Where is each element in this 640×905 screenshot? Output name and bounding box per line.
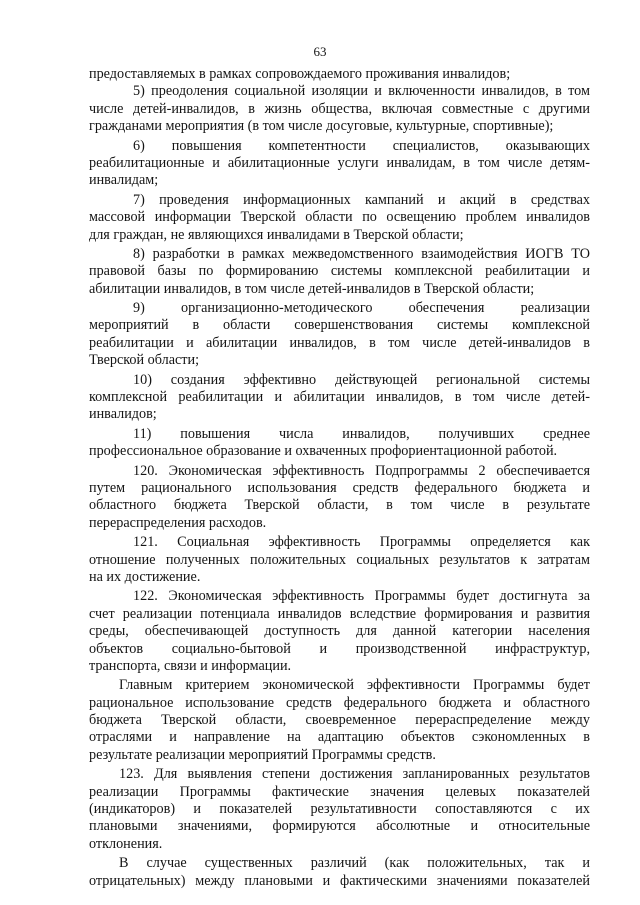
text-line: числе детей-инвалидов, в жизнь общества, включая совместные с другими xyxy=(89,100,590,117)
text-line: 8) разработки в рамках межведомственного взаимодействия ИОГВ ТО xyxy=(133,245,590,262)
text-line: областного бюджета Тверской области, в том числе в результате xyxy=(89,497,590,514)
text-line: отношение полученных положительных социальных результатов к затратам xyxy=(89,551,590,568)
text-line: плановыми значениями, формируются абсолютные и относительные xyxy=(89,818,590,835)
text-line: инвалидам; xyxy=(89,172,159,189)
text-line: правовой базы по формированию системы комплексной реабилитации и xyxy=(89,263,590,280)
text-line: на их достижение. xyxy=(89,568,201,585)
text-line: отрицательных) между плановыми и фактическими значениями показателей xyxy=(89,872,590,889)
text-line: объектов социально-бытовой и производственной инфраструктур, xyxy=(89,640,590,657)
text-line: среды, обеспечивающей доступность для данной категории населения xyxy=(89,623,590,640)
text-line: 121. Социальная эффективность Программы определяется как xyxy=(133,534,590,551)
text-line: Тверской области; xyxy=(89,352,200,369)
text-line: 9) организационно-методического обеспечения реализации xyxy=(133,300,590,317)
text-line: транспорта, связи и информации. xyxy=(89,657,292,674)
text-line: рациональное использование средств федерального бюджета и областного xyxy=(89,694,590,711)
text-line: отклонения. xyxy=(89,835,163,852)
text-line: перераспределения расходов. xyxy=(89,514,267,531)
text-line: результате реализации мероприятий Программы средств. xyxy=(89,746,436,763)
text-line: 6) повышения компетентности специалистов, оказывающих xyxy=(133,137,590,154)
body-text xyxy=(89,66,590,890)
text-line: гражданами мероприятия (в том числе досуговые, культурные, спортивные); xyxy=(89,118,554,135)
text-line: комплексной реабилитации и абилитации инвалидов, в том числе детей- xyxy=(89,389,590,406)
page-number: 63 xyxy=(313,44,327,59)
text-line: 120. Экономическая эффективность Подпрограммы 2 обеспечивается xyxy=(133,462,590,479)
text-line: 11) повышения числа инвалидов, получивших среднее xyxy=(133,425,590,442)
text-line: реабилитации и абилитации инвалидов, в том числе детей-инвалидов в xyxy=(89,334,590,351)
text-line: 122. Экономическая эффективность Программы будет достигнута за xyxy=(133,588,590,605)
text-line: 7) проведения информационных кампаний и акций в средствах xyxy=(133,191,590,208)
text-line: путем рационального использования средств федерального бюджета и xyxy=(89,479,590,496)
text-line: для граждан, не являющихся инвалидами в Тверской области; xyxy=(89,226,464,243)
text-line: профессиональное образование и охваченных профориентационной работой. xyxy=(89,443,558,460)
text-line: Главным критерием экономической эффективности Программы будет xyxy=(119,677,590,694)
text-line: 123. Для выявления степени достижения запланированных результатов xyxy=(119,766,590,783)
text-line: 5) преодоления социальной изоляции и включенности инвалидов, в том xyxy=(133,83,590,100)
text-line: реализации Программы фактические значения целевых показателей xyxy=(89,783,590,800)
text-line: бюджета Тверской области, своевременное перераспределение между xyxy=(89,712,590,729)
text-line: счет реализации потенциала инвалидов вследствие формирования и развития xyxy=(89,605,590,622)
text-line: абилитации инвалидов, в том числе детей-инвалидов в Тверской области; xyxy=(89,280,535,297)
text-line: предоставляемых в рамках сопровождаемого проживания инвалидов; xyxy=(89,66,511,82)
text-line: реабилитационные и абилитационные услуги инвалидам, в том числе детям- xyxy=(89,154,590,171)
text-line: мероприятий в области совершенствования системы комплексной xyxy=(89,317,590,334)
text-line: 10) создания эффективно действующей региональной системы xyxy=(133,371,590,388)
text-line: массовой информации Тверской области по освещению проблем инвалидов xyxy=(89,209,590,226)
text-line: отраслями и направление на адаптацию объектов сэкономленных в xyxy=(89,729,590,746)
text-line: (индикаторов) и показателей результативности сопоставляются с их xyxy=(89,801,590,818)
text-line: В случае существенных различий (как положительных, так и xyxy=(119,855,590,872)
text-line: инвалидов; xyxy=(89,406,157,423)
